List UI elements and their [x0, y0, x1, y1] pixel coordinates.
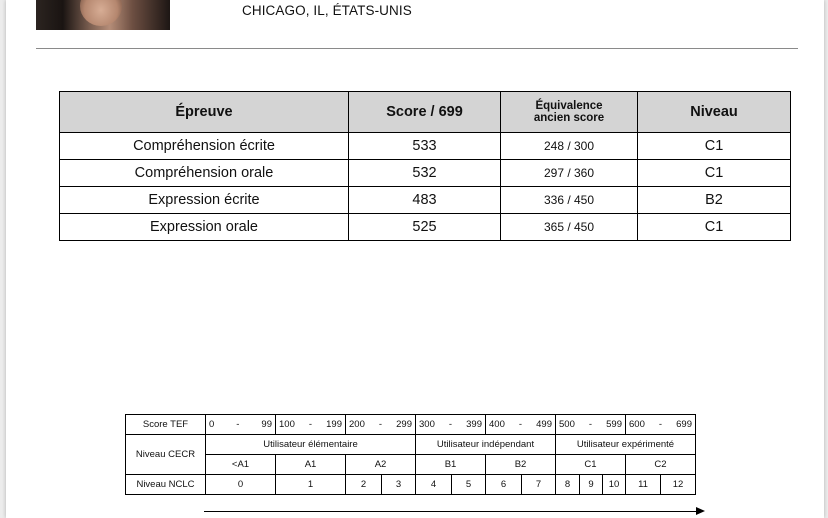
row-label-niveau-nclc: Niveau NCLC [126, 475, 206, 495]
header-epreuve: Épreuve [60, 92, 349, 133]
nclc-level-cell: 5 [452, 475, 486, 495]
score-tef-row [126, 415, 696, 435]
candidate-face [80, 0, 122, 26]
cell-epreuve: Compréhension écrite [60, 133, 349, 160]
cell-niveau: B2 [638, 187, 791, 214]
range-from: 600 [629, 419, 645, 430]
candidate-photo [36, 0, 170, 30]
header-divider [36, 48, 798, 49]
cecr-level-cell: A2 [346, 455, 416, 475]
nclc-level-cell: 2 [346, 475, 382, 495]
candidate-location: CHICAGO, IL, ÉTATS-UNIS [242, 3, 412, 18]
nclc-level-cell: 9 [580, 475, 603, 495]
score-range-cell [276, 415, 346, 435]
range-sep: - [448, 419, 453, 430]
cell-equivalence: 248 / 300 [501, 133, 638, 160]
nclc-level-cell: 3 [382, 475, 416, 495]
header-score: Score / 699 [349, 92, 501, 133]
nclc-level-cell: 12 [661, 475, 696, 495]
cell-epreuve: Expression orale [60, 214, 349, 241]
range-sep: - [236, 419, 240, 430]
score-range-cell [556, 415, 626, 435]
nclc-level-cell: 7 [522, 475, 556, 495]
table-row [60, 187, 791, 214]
cell-niveau: C1 [638, 133, 791, 160]
nclc-level-cell: 8 [556, 475, 580, 495]
user-group-cell: Utilisateur indépendant [416, 435, 556, 455]
cecr-level-cell: <A1 [206, 455, 276, 475]
range-sep: - [518, 419, 523, 430]
cecr-level-cell: B1 [416, 455, 486, 475]
user-group-row [126, 435, 696, 455]
document-page [6, 0, 824, 518]
table-row [60, 160, 791, 187]
score-range-cell [626, 415, 696, 435]
range-to: 299 [396, 419, 412, 430]
progression-arrow-line [204, 511, 696, 512]
range-sep: - [378, 419, 383, 430]
score-range-cell [206, 415, 276, 435]
range-from: 100 [279, 419, 295, 430]
cell-score: 532 [349, 160, 501, 187]
cell-equivalence: 336 / 450 [501, 187, 638, 214]
header-niveau: Niveau [638, 92, 791, 133]
cell-niveau: C1 [638, 214, 791, 241]
range-to: 99 [261, 419, 272, 430]
cell-niveau: C1 [638, 160, 791, 187]
row-label-score-tef: Score TEF [126, 415, 206, 435]
results-table [59, 91, 791, 241]
range-to: 599 [606, 419, 622, 430]
header-equivalence-line1: Équivalence [535, 100, 603, 112]
nclc-level-cell: 6 [486, 475, 522, 495]
table-row [60, 133, 791, 160]
cell-score: 525 [349, 214, 501, 241]
cell-equivalence: 365 / 450 [501, 214, 638, 241]
arrow-right-icon [696, 507, 705, 515]
range-from: 200 [349, 419, 365, 430]
nclc-level-row [126, 475, 696, 495]
cecr-level-cell: C1 [556, 455, 626, 475]
header-equivalence-line2: ancien score [533, 112, 605, 124]
cecr-level-cell: B2 [486, 455, 556, 475]
table-row [60, 214, 791, 241]
cell-epreuve: Expression écrite [60, 187, 349, 214]
range-sep: - [658, 419, 663, 430]
range-from: 0 [209, 419, 215, 430]
cecr-level-cell: A1 [276, 455, 346, 475]
user-group-cell: Utilisateur élémentaire [206, 435, 416, 455]
header-equivalence [501, 92, 638, 133]
nclc-level-cell: 1 [276, 475, 346, 495]
range-from: 400 [489, 419, 505, 430]
cell-equivalence: 297 / 360 [501, 160, 638, 187]
cecr-level-cell: C2 [626, 455, 696, 475]
results-header-row [60, 92, 791, 133]
cell-epreuve: Compréhension orale [60, 160, 349, 187]
range-from: 500 [559, 419, 575, 430]
level-scale-table [125, 414, 696, 495]
range-sep: - [588, 419, 593, 430]
nclc-level-cell: 11 [626, 475, 661, 495]
range-to: 399 [466, 419, 482, 430]
nclc-level-cell: 10 [603, 475, 626, 495]
nclc-level-cell: 4 [416, 475, 452, 495]
range-to: 199 [326, 419, 342, 430]
user-group-cell: Utilisateur expérimenté [556, 435, 696, 455]
row-label-niveau-cecr: Niveau CECR [126, 435, 206, 475]
score-range-cell [486, 415, 556, 435]
range-to: 499 [536, 419, 552, 430]
range-sep: - [308, 419, 313, 430]
cell-score: 533 [349, 133, 501, 160]
cecr-level-row [126, 455, 696, 475]
score-range-cell [416, 415, 486, 435]
range-to: 699 [676, 419, 692, 430]
range-from: 300 [419, 419, 435, 430]
nclc-level-cell: 0 [206, 475, 276, 495]
score-range-cell [346, 415, 416, 435]
level-scale [125, 414, 696, 495]
cell-score: 483 [349, 187, 501, 214]
